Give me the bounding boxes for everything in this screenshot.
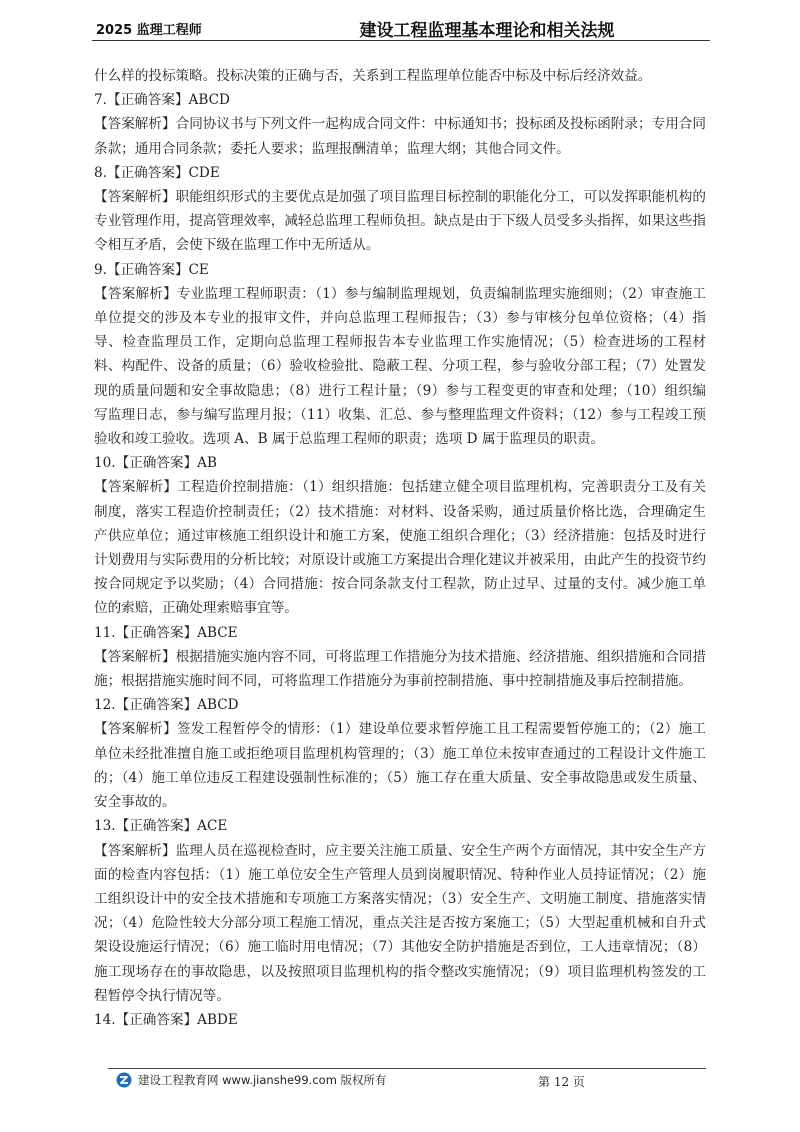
copyright-text: 建设工程教育网 www.jianshe99.com 版权所有 [138,1073,387,1087]
answer-content [94,64,706,1032]
page-number: 第 12 页 [538,1075,585,1089]
site-logo-icon [116,1072,132,1088]
answer-13-explanation: 【答案解析】监理人员在巡视检查时，应主要关注施工质量、安全生产两个方面情况，其中安全生产方面的检查内容包括：（1）施工单位安全生产管理人员到岗履职情况、特种作业人员持证情况；（2）施工组织设计中的安全技术措施和专项施工方案落实情况；（3）安全生产、文明施工制度、措施落实情况；（4）危险性较大分部分项工程施工情况，重点关注是否按方案施工；（5）大型起重机械和自升式架设设施运行情况；（6）施工临时用电情况；（7）其他安全防护措施是否到位，工人违章情况；（8）施工现场存在的事故隐患，以及按照项目监理机构的指令整改实施情况；（9）项目监理机构签发的工程暂停令执行情况等。 [94,842,706,1004]
answer-11-explanation: 【答案解析】根据措施实施内容不同，可将监理工作措施分为技术措施、经济措施、组织措施和合同措施；根据措施实施时间不同，可将监理工作措施分为事前控制措施、事中控制措施及事后控制措施。 [94,648,706,690]
answer-12-key: 12.【正确答案】ABCD [94,697,239,714]
paragraph-continuation: 什么样的投标策略。投标决策的正确与否，关系到工程监理单位能否中标及中标后经济效益。 [94,68,652,84]
page-footer [108,1068,706,1089]
answer-10-explanation: 【答案解析】工程造价控制措施：（1）组织措施：包括建立健全项目监理机构，完善职责分工及有关制度，落实工程造价控制责任；（2）技术措施：对材料、设备采购，通过质量价格比选，合理确定生产供应单位；通过审核施工组织设计和施工方案，使施工组织合理化；（3）经济措施：包括及时进行计划费用与实际费用的分析比较；对原设计或施工方案提出合理化建议并被采用，由此产生的投资节约按合同规定予以奖励；（4）合同措施：按合同条款支付工程款，防止过早、过量的支付。减少施工单位的索赔，正确处理索赔事宜等。 [94,479,706,617]
answer-9-key: 9.【正确答案】CE [94,261,209,278]
document-title: 建设工程监理基本理论和相关法规 [359,21,615,41]
answer-7-explanation: 【答案解析】合同协议书与下列文件一起构成合同文件：中标通知书；投标函及投标函附录；专用合同条款；通用合同条款；委托人要求；监理报酬清单；监理大纲；其他合同文件。 [94,116,706,157]
answer-10-key: 10.【正确答案】AB [94,455,217,472]
answer-11-key: 11.【正确答案】ABCE [94,624,238,641]
answer-12-explanation: 【答案解析】签发工程暂停令的情形：（1）建设单位要求暂停施工且工程需要暂停施工的；（2）施工单位未经批准擅自施工或拒绝项目监理机构管理的；（3）施工单位未按审查通过的工程设计文件施工的；（4）施工单位违反工程建设强制性标准的；（5）施工存在重大质量、安全事故隐患或发生质量、安全事故的。 [94,721,706,811]
page-header [92,14,710,41]
answer-14-key: 14.【正确答案】ABDE [94,1011,238,1028]
answer-8-key: 8.【正确答案】CDE [94,164,220,181]
exam-year-label: 2025 监理工程师 [96,23,202,38]
answer-7-key: 7.【正确答案】ABCD [94,92,230,109]
answer-13-key: 13.【正确答案】ACE [94,818,228,835]
answer-8-explanation: 【答案解析】职能组织形式的主要优点是加强了项目监理目标控制的职能化分工，可以发挥职能机构的专业管理作用，提高管理效率，减轻总监理工程师负担。缺点是由于下级人员受多头指挥，如果这些指令相互矛盾，会使下级在监理工作中无所适从。 [94,189,706,254]
answer-9-explanation: 【答案解析】专业监理工程师职责：（1）参与编制监理规划，负责编制监理实施细则；（2）审查施工单位提交的涉及本专业的报审文件，并向总监理工程师报告；（3）参与审核分包单位资格；（4）指导、检查监理员工作，定期向总监理工程师报告本专业监理工作实施情况；（5）检查进场的工程材料、构配件、设备的质量；（6）验收检验批、隐蔽工程、分项工程，参与验收分部工程；（7）处置发现的质量问题和安全事故隐患；（8）进行工程计量；（9）参与工程变更的审查和处理；（10）组织编写监理日志，参与编写监理月报；（11）收集、汇总、参与整理监理文件资料；（12）参与工程竣工预验收和竣工验收。选项 A、B 属于总监理工程师的职责；选项 D 属于监理员的职责。 [94,285,706,448]
